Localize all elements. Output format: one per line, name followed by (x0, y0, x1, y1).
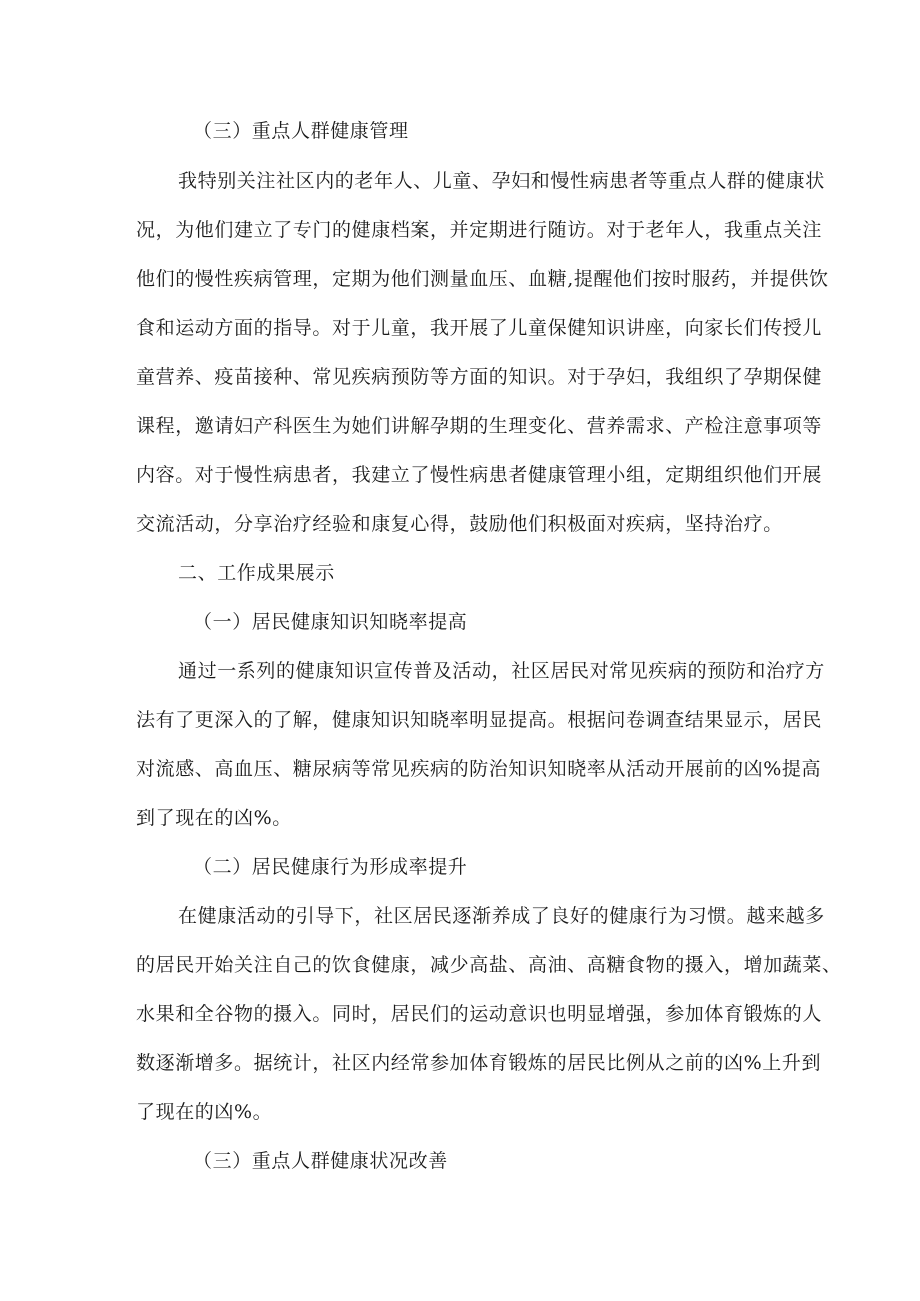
paragraph-line: 内容。对于慢性病患者，我建立了慢性病患者健康管理小组，定期组织他们开展 (136, 464, 823, 486)
paragraph-line: 水果和全谷物的摄入。同时，居民们的运动意识也明显增强，参加体育锻炼的人 (136, 1003, 823, 1025)
paragraph-line: 交流活动，分享治疗经验和康复心得，鼓励他们积极面对疾病，坚持治疗。 (136, 513, 783, 535)
section-heading-knowledge-awareness: （一）居民健康知识知晓率提高 (193, 611, 468, 633)
paragraph-line: 数逐渐增多。据统计，社区内经常参加体育锻炼的居民比例从之前的凶%上升到 (136, 1052, 822, 1074)
section-heading-behavior-formation: （二）居民健康行为形成率提升 (193, 856, 468, 878)
section-heading-key-groups-improvement: （三）重点人群健康状况改善 (193, 1150, 448, 1172)
paragraph-line: 我特别关注社区内的老年人、儿童、孕妇和慢性病患者等重点人群的健康状 (178, 170, 825, 192)
paragraph-line: 法有了更深入的了解，健康知识知晓率明显提高。根据问卷调查结果显示，居民 (136, 709, 823, 731)
paragraph-line: 他们的慢性疾病管理，定期为他们测量血压、血糖,提醒他们按时服药，并提供饮 (136, 268, 829, 290)
paragraph-line: 通过一系列的健康知识宣传普及活动，社区居民对常见疾病的预防和治疗方 (178, 660, 825, 682)
paragraph-line: 况，为他们建立了专门的健康档案，并定期进行随访。对于老年人，我重点关注 (136, 219, 823, 241)
paragraph-line: 对流感、高血压、糖尿病等常见疾病的防治知识知晓率从活动开展前的凶%提高 (136, 758, 822, 780)
paragraph-line: 课程，邀请妇产科医生为她们讲解孕期的生理变化、营养需求、产检注意事项等 (136, 415, 823, 437)
paragraph-line: 在健康活动的引导下，社区居民逐渐养成了良好的健康行为习惯。越来越多 (178, 905, 825, 927)
paragraph-line: 了现在的凶%。 (136, 1101, 273, 1123)
paragraph-line: 的居民开始关注自己的饮食健康，减少高盐、高油、高糖食物的摄入，增加蔬菜、 (136, 954, 842, 976)
paragraph-line: 童营养、疫苗接种、常见疾病预防等方面的知识。对于孕妇，我组织了孕期保健 (136, 366, 823, 388)
paragraph-line: 食和运动方面的指导。对于儿童，我开展了儿童保健知识讲座，向家长们传授儿 (136, 317, 823, 339)
section-heading-key-groups: （三）重点人群健康管理 (193, 120, 409, 142)
paragraph-line: 到了现在的凶%。 (136, 807, 292, 829)
main-heading-work-results: 二、工作成果展示 (178, 562, 335, 584)
